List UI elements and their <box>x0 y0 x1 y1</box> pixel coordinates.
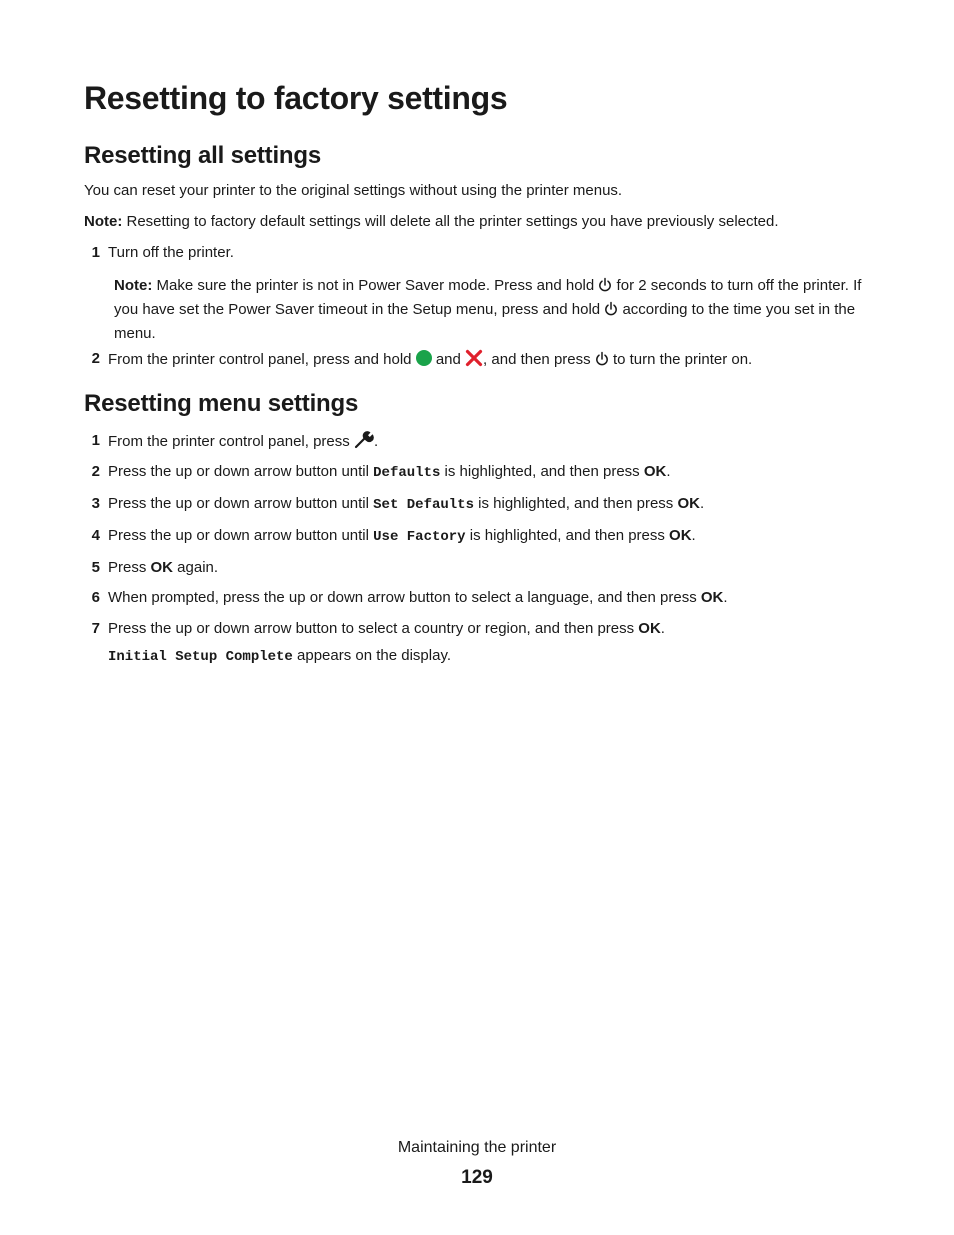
step-text: From the printer control panel, press and hold and , and then press to turn the printer on. <box>108 349 752 373</box>
step-note <box>114 275 874 344</box>
green-start-button-icon <box>416 350 432 366</box>
step-number: 1 <box>91 432 100 449</box>
step-note-text: according to the time you set in the menu. <box>114 301 856 342</box>
display-message: Initial Setup Complete appears on the display. <box>108 647 452 665</box>
step-text: From the printer control panel, press . <box>108 431 378 455</box>
menu-code: Defaults <box>373 465 441 481</box>
power-icon <box>598 277 612 299</box>
display-code: Initial Setup Complete <box>108 649 293 665</box>
red-x-stop-icon <box>465 349 483 373</box>
page-number: 129 <box>461 1167 493 1188</box>
step-text: Press OK again. <box>108 559 219 576</box>
note-text: Resetting to factory default settings will delete all the printer settings you have previously selected. <box>122 213 779 230</box>
page-title: Resetting to factory settings <box>84 80 508 116</box>
step-number: 2 <box>91 463 100 480</box>
footer-section-title: Maintaining the printer <box>397 1139 557 1156</box>
step-number: 4 <box>91 527 100 544</box>
step-text: Press the up or down arrow button to select a country or region, and then press OK. <box>108 620 665 637</box>
power-icon <box>595 351 609 373</box>
section-heading-all-settings: Resetting all settings <box>84 142 321 169</box>
step-text: Press the up or down arrow button until Defaults is highlighted, and then press OK. <box>108 463 671 481</box>
intro-paragraph: You can reset your printer to the original settings without using the printer menus. <box>84 182 623 199</box>
section-heading-menu-settings: Resetting menu settings <box>84 390 359 417</box>
ok-label: OK <box>638 620 661 637</box>
step-number: 1 <box>91 244 100 261</box>
step-number: 2 <box>91 350 100 367</box>
note-paragraph <box>84 212 779 232</box>
step-note-text: for 2 seconds to turn off the printer. If you have set the Power Saver timeout in the Setup menu, press and hold <box>114 277 862 318</box>
ok-label: OK <box>669 527 692 544</box>
step-text: Press the up or down arrow button until Use Factory is highlighted, and then press OK. <box>108 527 696 545</box>
ok-label: OK <box>677 495 700 512</box>
step-number: 3 <box>91 495 100 512</box>
step-number: 6 <box>91 589 100 606</box>
menu-code: Set Defaults <box>373 497 474 513</box>
note-label: Note: <box>84 213 123 230</box>
step-note-text: Make sure the printer is not in Power Saver mode. Press and hold <box>152 277 599 294</box>
wrench-icon <box>354 431 374 455</box>
step-text: Turn off the printer. <box>108 244 234 261</box>
step-note-label: Note: <box>114 277 153 294</box>
step-text: When prompted, press the up or down arrow button to select a language, and then press OK. <box>108 589 728 606</box>
ok-label: OK <box>700 589 724 606</box>
ok-label: OK <box>643 463 667 480</box>
step-text: Press the up or down arrow button until Set Defaults is highlighted, and then press OK. <box>108 495 705 513</box>
power-icon <box>604 301 618 323</box>
step-number: 7 <box>91 620 100 637</box>
menu-code: Use Factory <box>373 529 466 545</box>
ok-label: OK <box>150 559 174 576</box>
step-number: 5 <box>91 559 100 576</box>
